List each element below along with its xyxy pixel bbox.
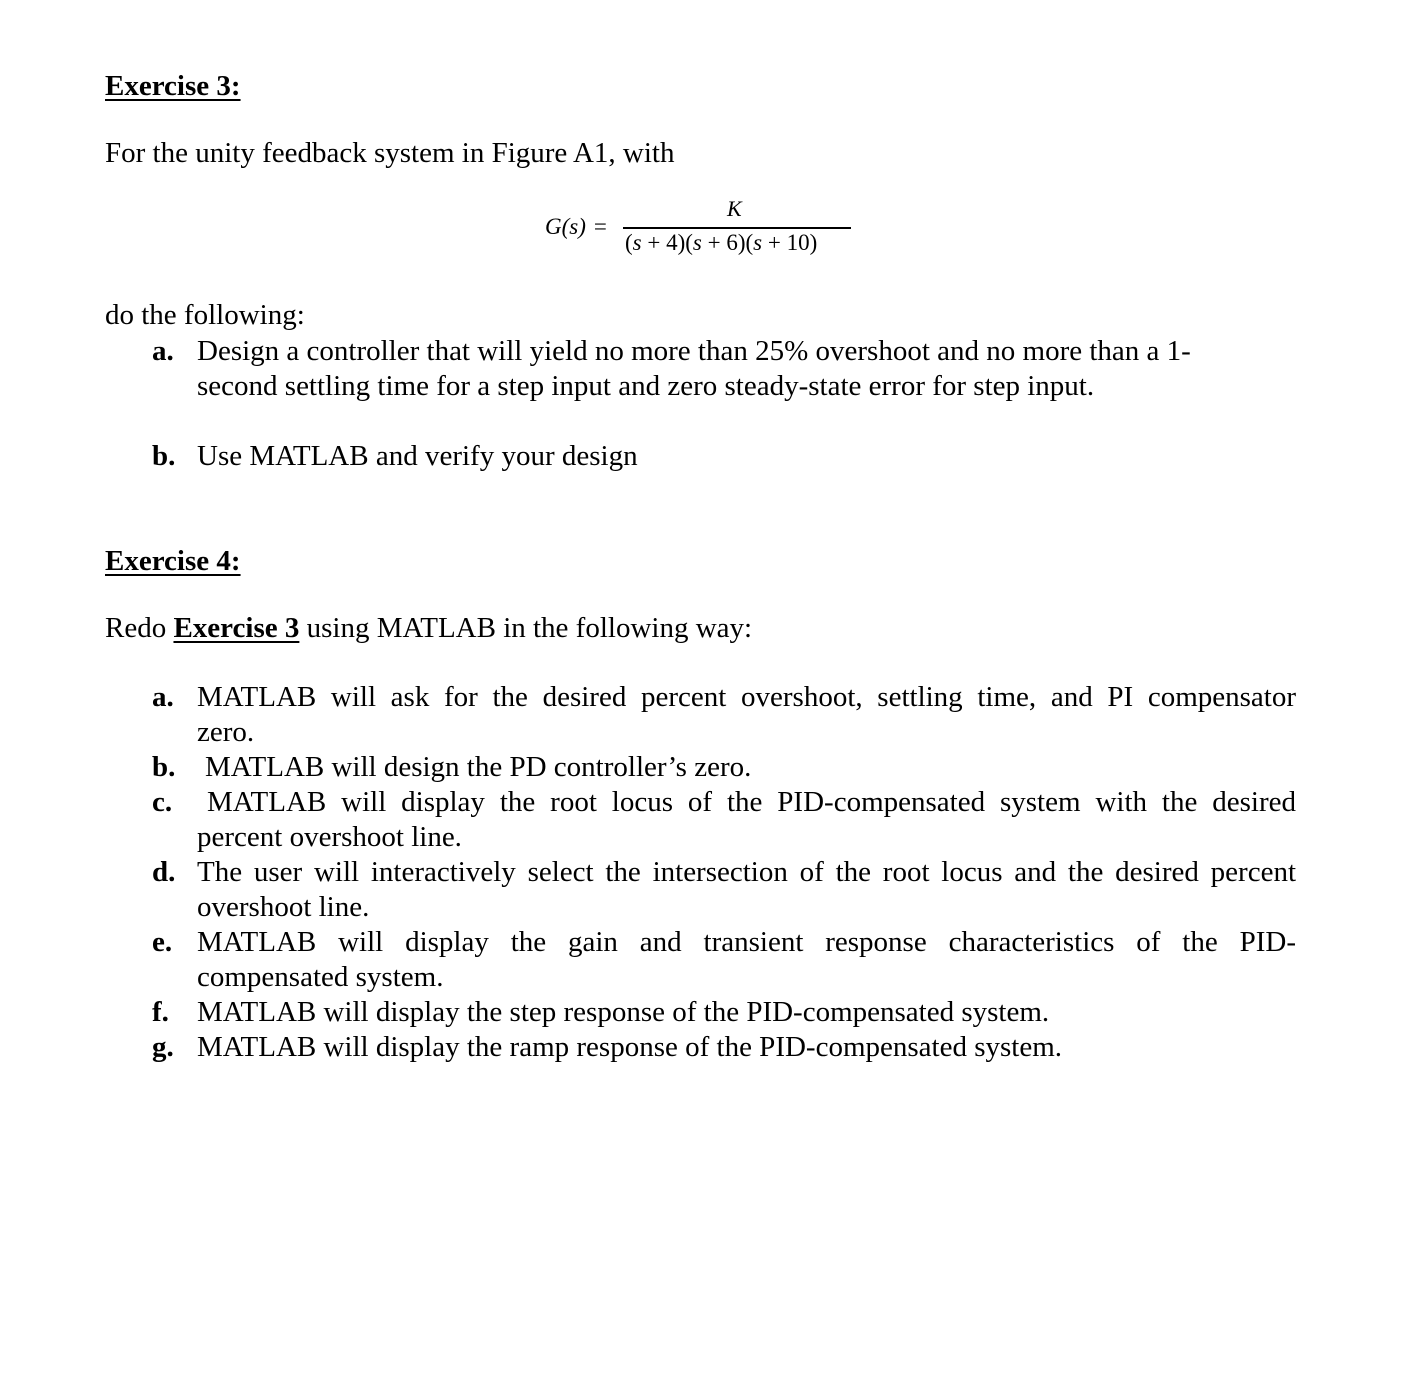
- list-item: [152, 334, 1296, 404]
- exercise-3-intro: For the unity feedback system in Figure A1, with: [105, 137, 675, 169]
- formula-numerator: K: [727, 196, 742, 221]
- list-item-text: MATLAB will display the root locus of the PID-compensated system with the desired percent overshoot line.: [197, 786, 1296, 853]
- list-item-label: b.: [152, 440, 176, 472]
- list-item: [152, 750, 1296, 785]
- list-item: [152, 1030, 1296, 1065]
- list-item: [152, 439, 1296, 474]
- list-item: [152, 785, 1296, 855]
- list-item-label: b.: [152, 751, 176, 783]
- list-item-text: MATLAB will design the PD controller’s zero.: [205, 751, 752, 783]
- list-item: [152, 925, 1296, 995]
- list-item-label: e.: [152, 926, 173, 958]
- list-item: [152, 855, 1296, 925]
- list-item-text: MATLAB will display the step response of the PID-compensated system.: [197, 996, 1050, 1028]
- exercise-3-reference: Exercise 3: [173, 612, 300, 644]
- exercise-3-list-b: [152, 439, 1296, 474]
- list-item-label: d.: [152, 856, 176, 888]
- exercise-4-intro: Redo Exercise 3 using MATLAB in the following way:: [105, 612, 753, 644]
- exercise-4-heading: Exercise 4:: [105, 545, 241, 577]
- list-item-label: f.: [152, 996, 169, 1028]
- list-item-text: The user will interactively select the intersection of the root locus and the desired percent overshoot line.: [197, 856, 1296, 923]
- list-item-text: Design a controller that will yield no more than 25% overshoot and no more than a 1- second settling time for a step input and zero steady-state error for step input.: [197, 335, 1191, 402]
- exercise-3-heading: Exercise 3:: [105, 70, 241, 102]
- list-item-label: a.: [152, 681, 174, 713]
- list-item-label: c.: [152, 786, 173, 818]
- exercise-4-list: [152, 680, 1296, 1065]
- list-item: [152, 995, 1296, 1030]
- list-item-label: a.: [152, 335, 174, 367]
- list-item-text: Use MATLAB and verify your design: [197, 440, 638, 472]
- list-item-text: MATLAB will display the ramp response of the PID-compensated system.: [197, 1031, 1063, 1063]
- list-item-text: MATLAB will ask for the desired percent overshoot, settling time, and PI compensator zero.: [197, 681, 1296, 748]
- formula-denominator: (s + 4)(s + 6)(s + 10): [625, 230, 818, 255]
- exercise-3-list: [152, 334, 1296, 404]
- transfer-function-formula: [545, 196, 855, 266]
- formula-lhs: G(s) =: [545, 214, 607, 239]
- list-item-label: g.: [152, 1031, 174, 1063]
- fraction-bar: [623, 227, 851, 229]
- list-item: [152, 680, 1296, 750]
- list-item-text: MATLAB will display the gain and transient response characteristics of the PID- compensated system.: [197, 926, 1296, 993]
- do-following-text: do the following:: [105, 299, 305, 331]
